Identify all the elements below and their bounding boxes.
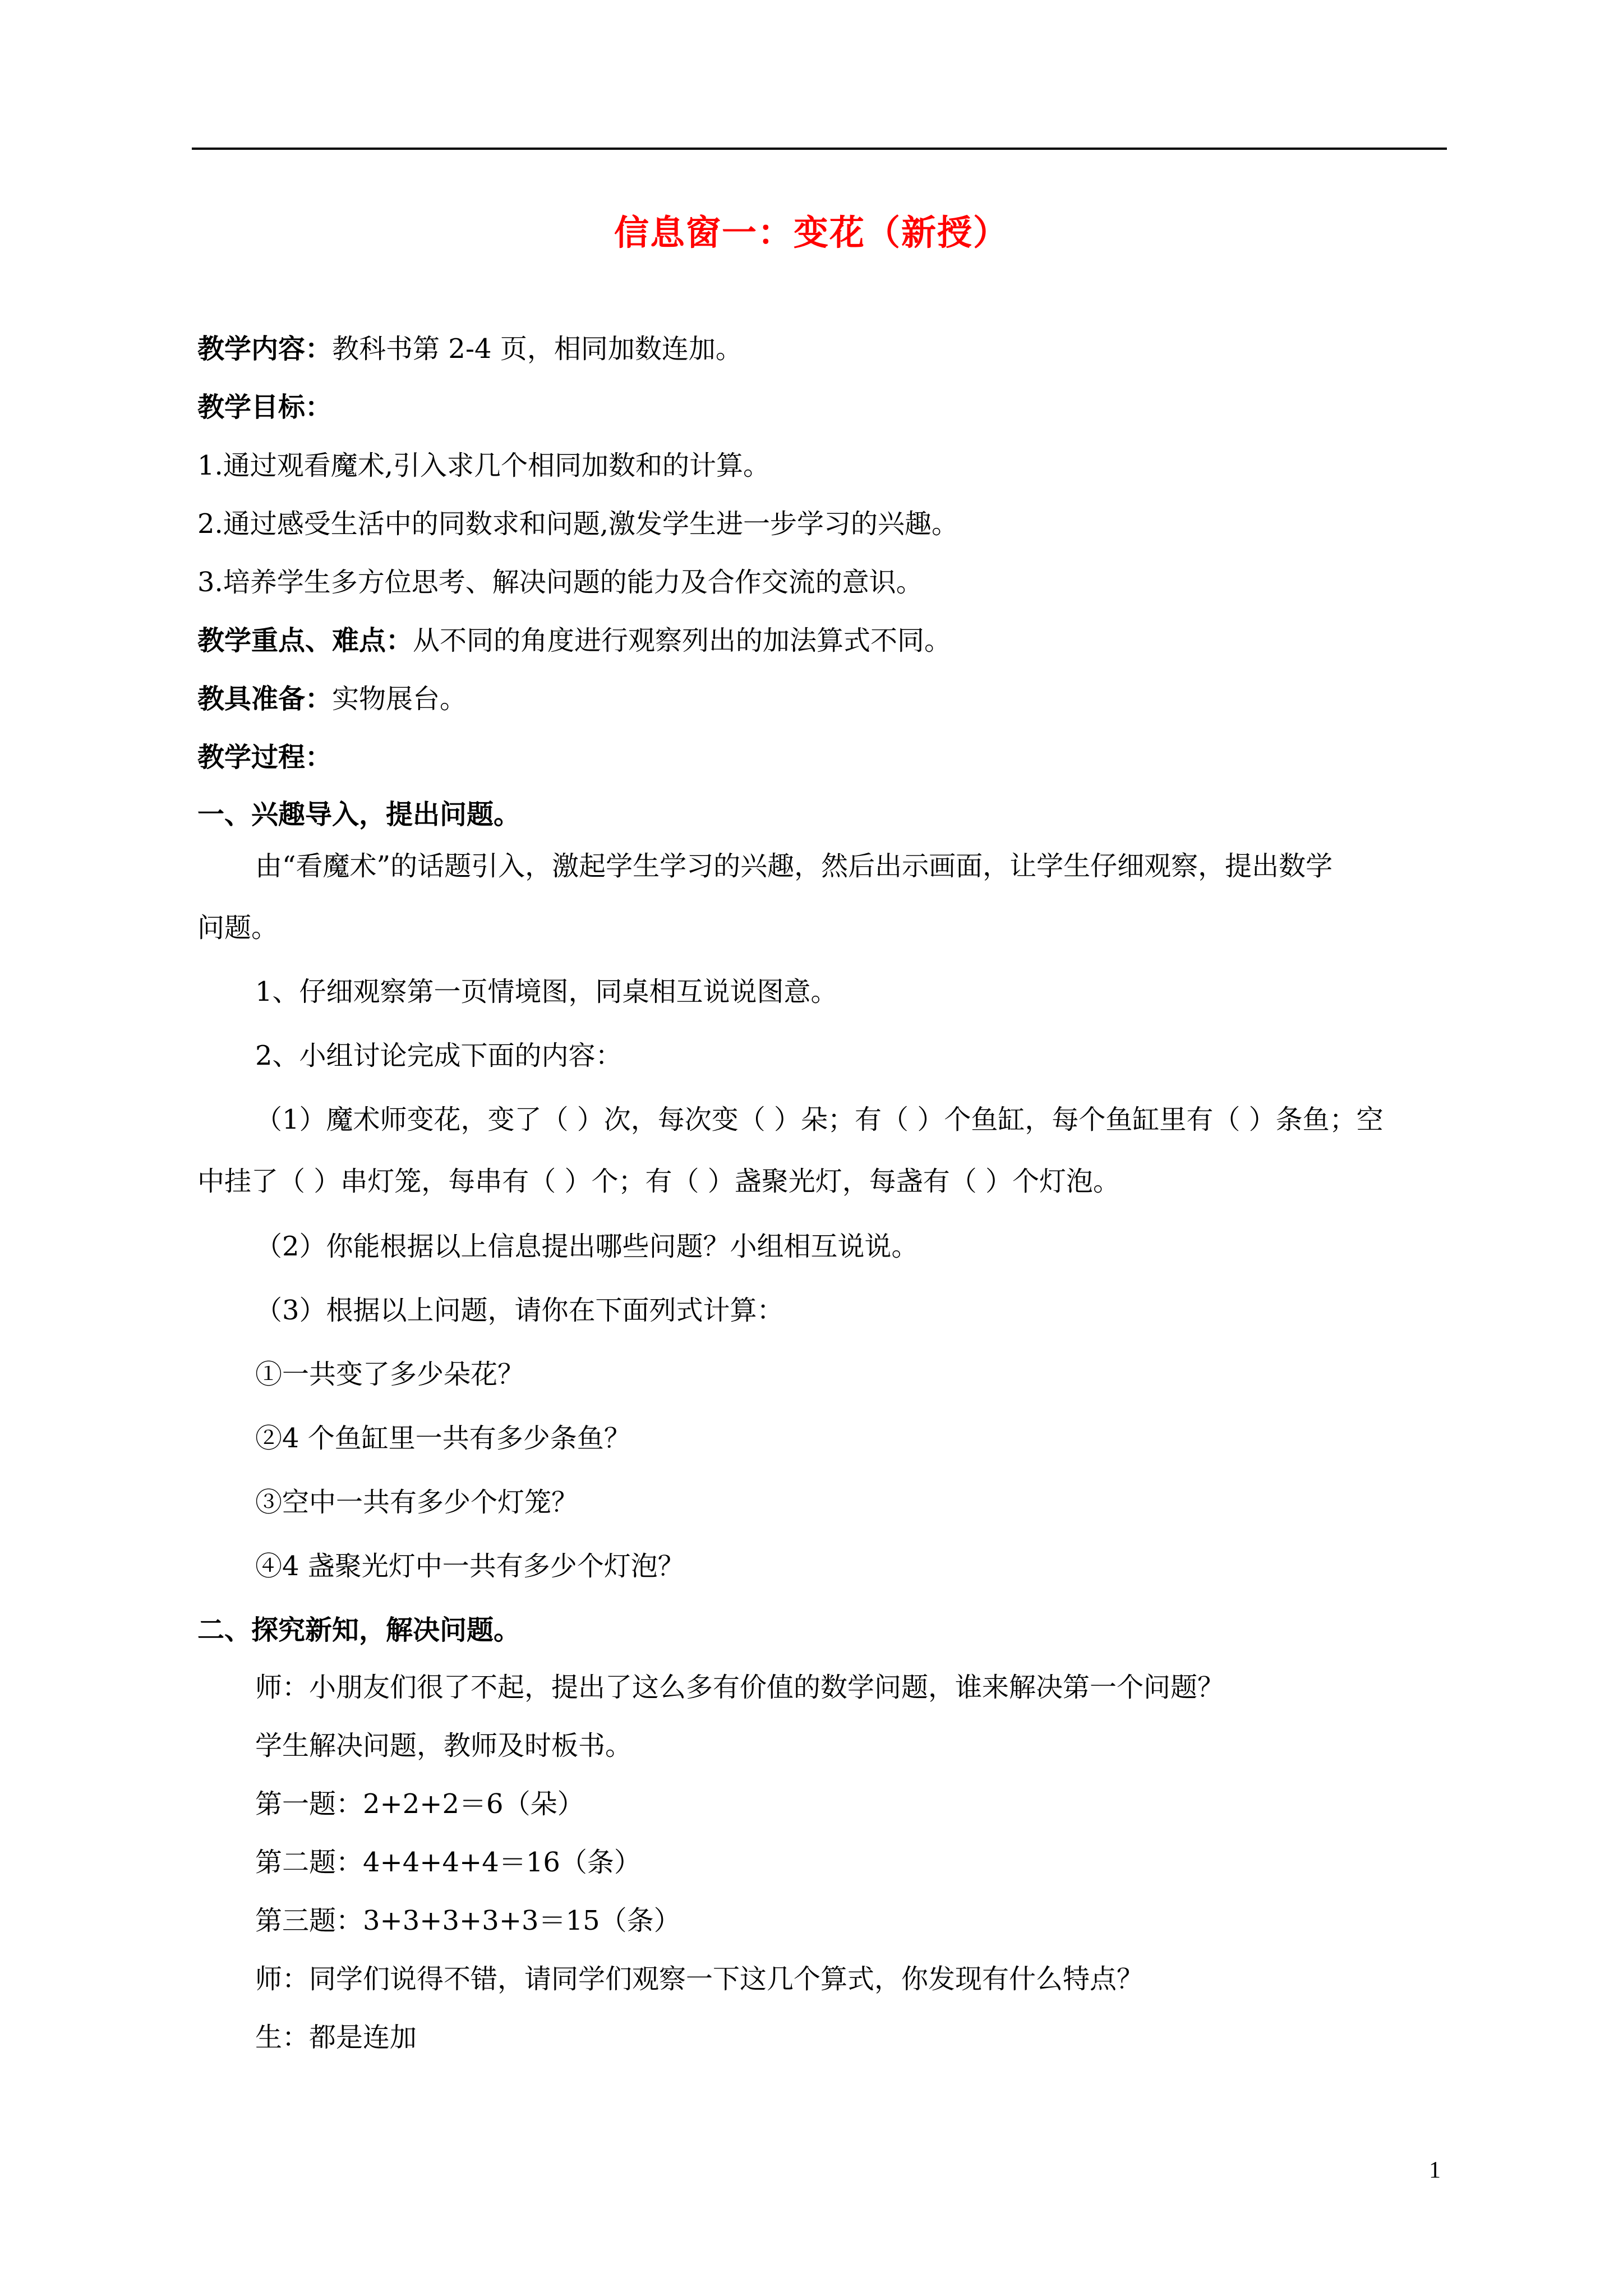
key-points	[197, 623, 951, 659]
teaching-tools	[197, 681, 467, 717]
question-3: （3）根据以上问题，请你在下面列式计算：	[255, 1295, 784, 1326]
section2-line: 学生解决问题，教师及时板书。	[255, 1730, 633, 1761]
section2-line: 师：小朋友们很了不起，提出了这么多有价值的数学问题，谁来解决第一个问题？	[255, 1672, 1225, 1703]
page-number: 1	[1429, 2157, 1441, 2183]
question-2: （2）你能根据以上信息提出哪些问题？小组相互说说。	[255, 1231, 919, 1262]
teaching-content-label: 教学内容：	[197, 333, 333, 365]
teaching-content-text: 教科书第 2-4 页，相同加数连加。	[332, 333, 743, 365]
section1-intro-line: 由“看魔术”的话题引入，激起学生学习的兴趣，然后出示画面，让学生仔细观察，提出数学	[255, 850, 1333, 882]
key-points-text: 从不同的角度进行观察列出的加法算式不同。	[413, 625, 952, 656]
sub-question: ②4 个鱼缸里一共有多少条鱼？	[255, 1423, 631, 1454]
key-points-label: 教学重点、难点：	[197, 625, 413, 656]
section2-heading: 二、探究新知，解决问题。	[197, 1614, 521, 1646]
section1-intro-line: 问题。	[197, 912, 279, 944]
header-rule	[192, 148, 1447, 150]
section1-step: 1、仔细观察第一页情境图，同桌相互说说图意。	[255, 976, 838, 1007]
page-title: 信息窗一：变花（新授）	[614, 212, 1009, 253]
teaching-tools-label: 教具准备：	[197, 683, 333, 715]
objective-item: 2.通过感受生活中的同数求和问题,激发学生进一步学习的兴趣。	[197, 508, 959, 540]
section2-line: 第二题：4+4+4+4＝16（条）	[255, 1847, 641, 1878]
objective-item: 1.通过观看魔术,引入求几个相同加数和的计算。	[197, 450, 771, 481]
section2-line: 第三题：3+3+3+3+3＝15（条）	[255, 1905, 681, 1936]
sub-question: ①一共变了多少朵花？	[255, 1359, 525, 1390]
section1-step: 2、小组讨论完成下面的内容：	[255, 1040, 623, 1071]
question-1-line: 中挂了（ ）串灯笼，每串有（ ）个；有（ ）盏聚光灯，每盏有（ ）个灯泡。	[197, 1166, 1121, 1197]
process-heading: 教学过程：	[197, 742, 333, 773]
section1-heading: 一、兴趣导入，提出问题。	[197, 799, 521, 830]
objective-item: 3.培养学生多方位思考、解决问题的能力及合作交流的意识。	[197, 567, 923, 598]
teaching-tools-text: 实物展台。	[332, 683, 467, 715]
section2-line: 师：同学们说得不错，请同学们观察一下这几个算式，你发现有什么特点？	[255, 1963, 1144, 1995]
objectives-heading: 教学目标：	[197, 392, 333, 423]
sub-question: ③空中一共有多少个灯笼？	[255, 1487, 579, 1518]
section2-line: 第一题：2+2+2＝6（朵）	[255, 1788, 584, 1820]
section2-line: 生：都是连加	[255, 2022, 417, 2053]
sub-question: ④4 盏聚光灯中一共有多少个灯泡？	[255, 1550, 685, 1582]
teaching-content	[197, 331, 743, 367]
question-1-line: （1）魔术师变花，变了（ ）次，每次变（ ）朵；有（ ）个鱼缸，每个鱼缸里有（ ）条鱼；空	[255, 1104, 1384, 1135]
